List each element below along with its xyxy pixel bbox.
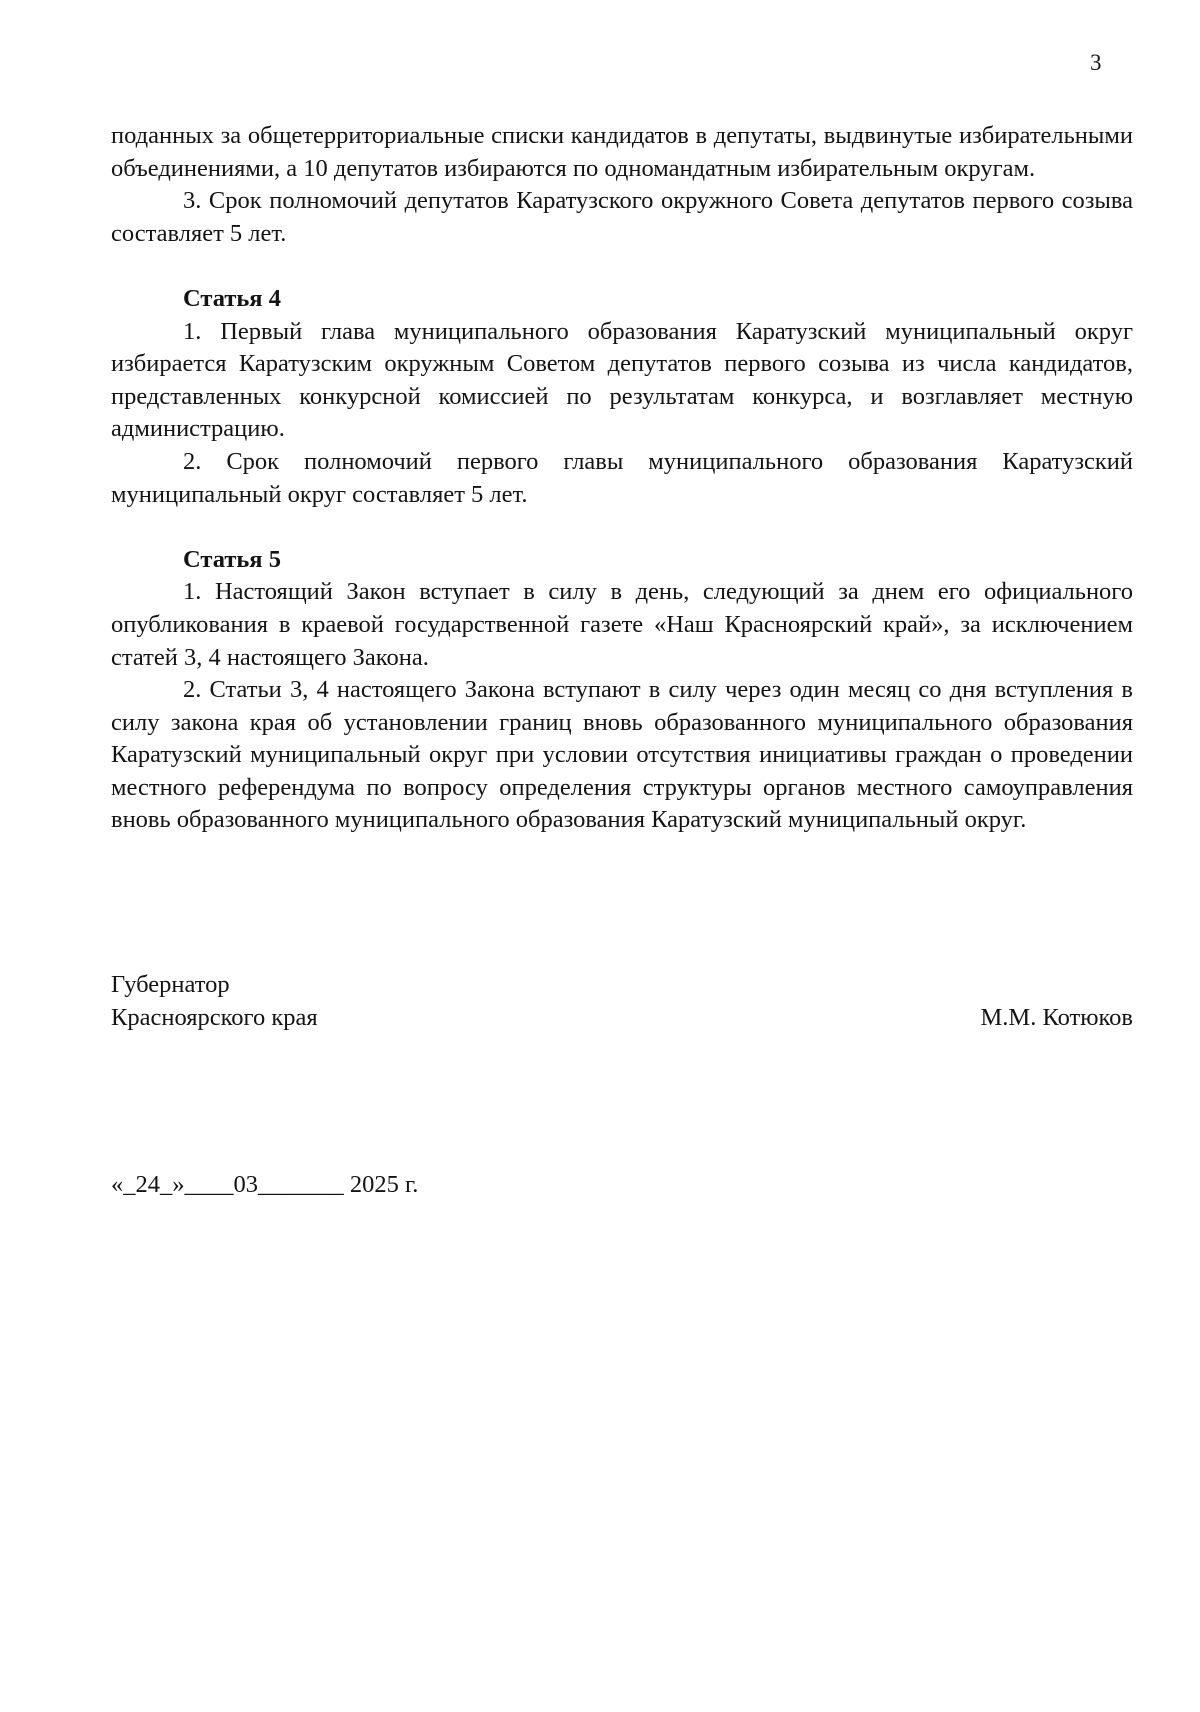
page-number: 3 xyxy=(1090,50,1102,75)
date-open-quote: « xyxy=(111,1171,124,1198)
signer-role-line2: Красноярского края xyxy=(111,1004,318,1031)
date-day: _24_ xyxy=(123,1171,173,1198)
spacer xyxy=(111,511,1133,544)
article4-heading: Статья 4 xyxy=(183,284,281,312)
article5-item2: 2. Статьи 3, 4 настоящего Закона вступают в силу через один месяц со дня вступления в силу закона края об установлении границ вновь образованного муниципального образования Каратузский муниципальный округ при условии отсутствия инициативы граждан о проведении местного референдума по вопросу определения структуры органов местного самоуправления вновь образованного муниципального образования Каратузский муниципальный округ. xyxy=(111,676,1133,834)
date-close-quote: » xyxy=(172,1171,185,1198)
signature-row xyxy=(111,1001,1133,1034)
article4-item1: 1. Первый глава муниципального образования Каратузский муниципальный округ избирается Каратузским окружным Советом депутатов первого созыва из числа кандидатов, представленных конкурсной комиссией по результатам конкурса, и возглавляет местную администрацию. xyxy=(111,317,1133,443)
signing-date xyxy=(111,1168,418,1201)
spacer xyxy=(111,250,1133,283)
date-month: ____03_______ xyxy=(184,1171,344,1198)
date-year: 2025 г. xyxy=(349,1171,419,1198)
signature-block xyxy=(111,968,1133,1034)
continuation-paragraph: поданных за общетерриториальные списки кандидатов в депутаты, выдвинутые избирательными объединениями, а 10 депутатов избираются по одномандатным избирательным округам. xyxy=(111,122,1133,182)
signer-name: М.М. Котюков xyxy=(980,1004,1133,1031)
article5-item1: 1. Настоящий Закон вступает в силу в день, следующий за днем его официального опубликования в краевой государственной газете «Наш Красноярский край», за исключением статей 3, 4 настоящего Закона. xyxy=(111,578,1133,671)
article4-item2: 2. Срок полномочий первого главы муниципального образования Каратузский муниципальный округ составляет 5 лет. xyxy=(111,447,1133,508)
article3-item3: 3. Срок полномочий депутатов Каратузского окружного Совета депутатов первого созыва составляет 5 лет. xyxy=(111,187,1133,247)
article5-heading: Статья 5 xyxy=(183,545,281,573)
document-body xyxy=(111,120,1133,837)
signer-role-line1: Губернатор xyxy=(111,971,230,998)
